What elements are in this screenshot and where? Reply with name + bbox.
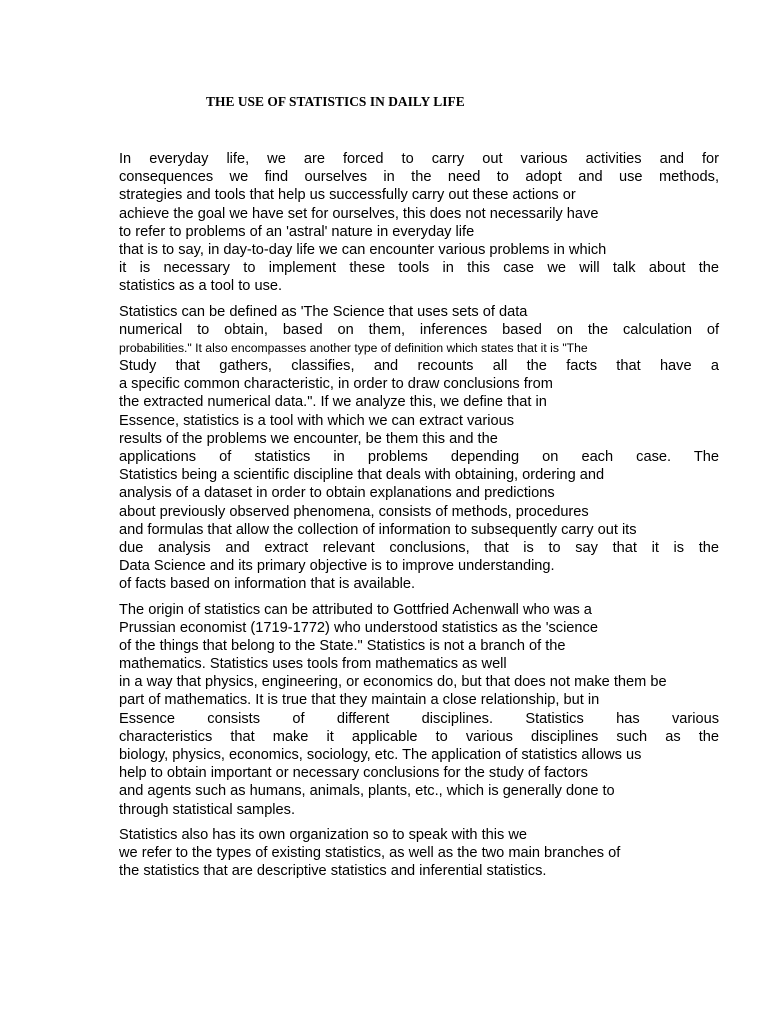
- text-line: probabilities." It also encompasses another type of definition which states that it is "The: [119, 340, 588, 355]
- text-line: characteristics that make it applicable to various disciplines such as the: [119, 728, 719, 745]
- text-line: the statistics that are descriptive statistics and inferential statistics.: [119, 863, 547, 880]
- text-line: Statistics also has its own organization so to speak with this we: [119, 826, 528, 843]
- document-body: [119, 150, 719, 887]
- text-line: a specific common characteristic, in order to draw conclusions from: [119, 376, 553, 393]
- text-line: of the things that belong to the State." Statistics is not a branch of the: [119, 637, 566, 654]
- paragraph-organization: [119, 826, 719, 881]
- text-line: analysis of a dataset in order to obtain explanations and predictions: [119, 485, 555, 502]
- text-line: consequences we find ourselves in the need to adopt and use methods,: [119, 169, 719, 186]
- text-line: The origin of statistics can be attributed to Gottfried Achenwall who was a: [119, 601, 592, 618]
- text-line: strategies and tools that help us successfully carry out these actions or: [119, 187, 576, 204]
- text-line: the extracted numerical data.". If we analyze this, we define that in: [119, 394, 547, 411]
- paragraph-intro: [119, 150, 719, 296]
- text-line: Statistics can be defined as 'The Science that uses sets of data: [119, 303, 528, 320]
- document-title: THE USE OF STATISTICS IN DAILY LIFE: [206, 94, 465, 109]
- text-line: part of mathematics. It is true that they maintain a close relationship, but in: [119, 692, 600, 709]
- text-line: In everyday life, we are forced to carry out various activities and for: [119, 151, 719, 167]
- text-line: and formulas that allow the collection of information to subsequently carry out its: [119, 521, 637, 538]
- text-line: in a way that physics, engineering, or economics do, but that does not make them be: [119, 674, 667, 691]
- text-line: biology, physics, economics, sociology, etc. The application of statistics allows us: [119, 747, 642, 763]
- text-line: about previously observed phenomena, consists of methods, procedures: [119, 503, 589, 520]
- text-line: we refer to the types of existing statistics, as well as the two main branches of: [119, 844, 621, 861]
- text-line: Prussian economist (1719-1772) who understood statistics as the 'science: [119, 619, 598, 636]
- text-line: Data Science and its primary objective is to improve understanding.: [119, 558, 555, 575]
- text-line: it is necessary to implement these tools in this case we will talk about the: [119, 260, 719, 277]
- text-line: help to obtain important or necessary conclusions for the study of factors: [119, 765, 588, 782]
- text-line: to refer to problems of an 'astral' nature in everyday life: [119, 223, 475, 240]
- text-line: statistics as a tool to use.: [119, 278, 283, 295]
- text-line: Essence consists of different disciplines. Statistics has various: [119, 710, 719, 727]
- text-line: through statistical samples.: [119, 801, 296, 818]
- text-line: mathematics. Statistics uses tools from mathematics as well: [119, 656, 507, 673]
- text-line: Study that gathers, classifies, and recounts all the facts that have a: [119, 358, 719, 375]
- text-line: Essence, statistics is a tool with which we can extract various: [119, 412, 515, 429]
- text-line: numerical to obtain, based on them, inferences based on the calculation of: [119, 321, 719, 338]
- text-line: achieve the goal we have set for ourselves, this does not necessarily have: [119, 205, 599, 222]
- paragraph-definition: [119, 303, 719, 594]
- text-line: applications of statistics in problems depending on each case. The: [119, 449, 719, 465]
- text-line: and agents such as humans, animals, plants, etc., which is generally done to: [119, 783, 615, 800]
- paragraph-origin: [119, 601, 719, 819]
- text-line: that is to say, in day-to-day life we can encounter various problems in which: [119, 241, 607, 258]
- text-line: Statistics being a scientific discipline that deals with obtaining, ordering and: [119, 467, 605, 484]
- text-line: results of the problems we encounter, be them this and the: [119, 430, 498, 447]
- text-line: due analysis and extract relevant conclusions, that is to say that it is the: [119, 539, 719, 556]
- text-line: of facts based on information that is available.: [119, 576, 416, 593]
